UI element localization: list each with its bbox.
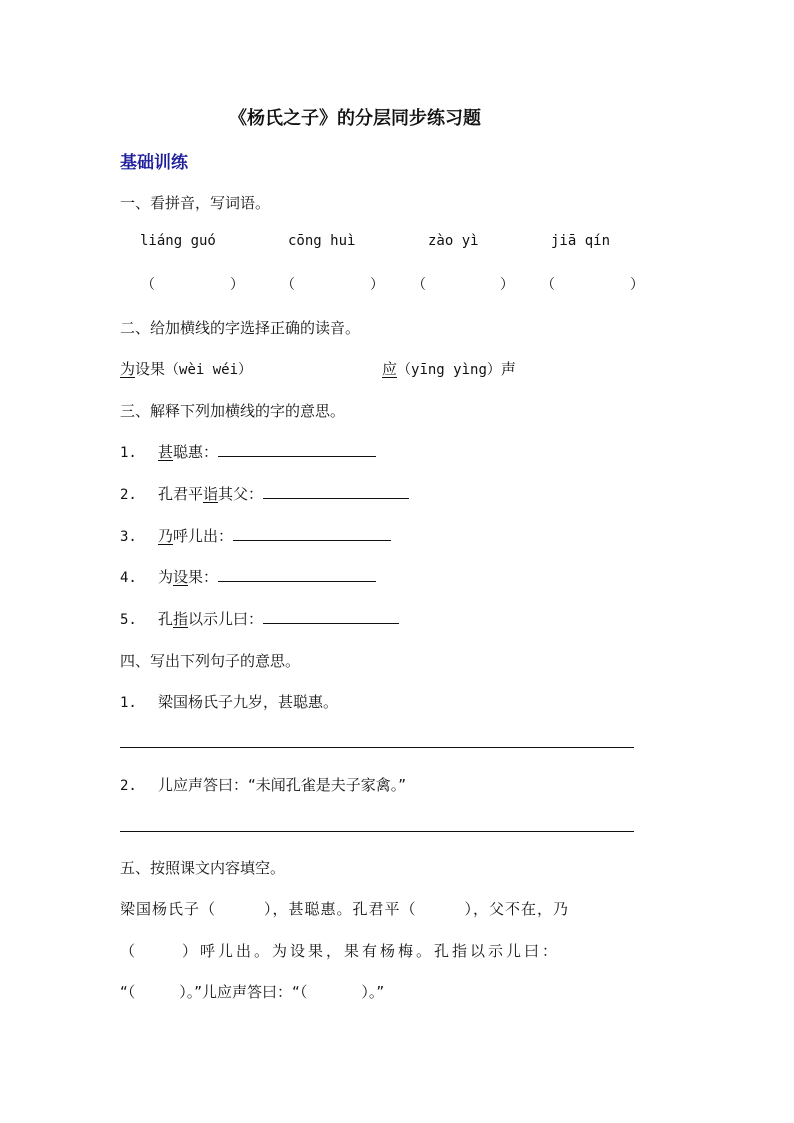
answer-paren-close-2: ） <box>370 277 384 293</box>
q3-heading: 三、解释下列加横线的字的意思。 <box>120 402 346 420</box>
q5-line-3: “（ ）。”儿应声答曰：“（ ）。” <box>120 983 385 1001</box>
answer-paren-close-4: ） <box>630 277 644 293</box>
answer-blank[interactable] <box>263 608 399 624</box>
answer-paren-open-2: （ <box>281 277 295 293</box>
page-title: 《杨氏之子》的分层同步练习题 <box>229 108 481 129</box>
q2-item-1-target: 为 <box>120 360 136 378</box>
section-heading: 基础训练 <box>120 153 188 173</box>
q1-heading: 一、看拼音，写词语。 <box>120 194 271 212</box>
pinyin-3: zào yì <box>428 233 479 249</box>
answer-paren-open-4: （ <box>541 277 555 293</box>
answer-paren-close-1: ） <box>230 277 244 293</box>
q2-item-2-target: 应 <box>382 360 398 378</box>
q3-item-3: 3. 乃呼儿出： <box>120 525 391 546</box>
answer-line[interactable] <box>120 747 634 748</box>
q4-heading: 四、写出下列句子的意思。 <box>120 652 301 670</box>
q2-heading: 二、给加横线的字选择正确的读音。 <box>120 319 361 337</box>
q3-item-1: 1. 甚聪惠： <box>120 441 376 462</box>
answer-line[interactable] <box>120 831 634 832</box>
pinyin-2: cōng huì <box>288 233 356 249</box>
q3-item-2-target: 诣 <box>203 485 219 503</box>
q4-item-2: 2. 儿应声答曰：“未闻孔雀是夫子家禽。” <box>120 776 407 794</box>
answer-blank[interactable] <box>233 525 391 541</box>
pinyin-4: jiā qín <box>551 233 611 249</box>
answer-paren-open-1: （ <box>141 277 155 293</box>
q5-line-2: （ ）呼儿出。为设果，果有杨梅。孔指以示儿曰： <box>120 942 561 960</box>
q4-item-1: 1. 梁国杨氏子九岁，甚聪惠。 <box>120 693 339 711</box>
q3-item-5-target: 指 <box>173 610 189 628</box>
q3-item-2: 2. 孔君平诣其父： <box>120 483 409 504</box>
q2-item-2: 应（yīng yìng）声 <box>382 360 516 378</box>
q2-item-1: 为设果（wèi wéi） <box>120 360 253 378</box>
q3-item-4-target: 设 <box>173 568 189 586</box>
q3-item-3-target: 乃 <box>158 527 174 545</box>
answer-paren-open-3: （ <box>412 277 426 293</box>
q3-item-1-target: 甚 <box>158 443 174 461</box>
q3-item-5: 5. 孔指以示儿曰： <box>120 608 399 629</box>
answer-paren-close-3: ） <box>500 277 514 293</box>
pinyin-1: liáng guó <box>140 233 216 249</box>
answer-blank[interactable] <box>218 441 376 457</box>
q5-heading: 五、按照课文内容填空。 <box>120 859 286 877</box>
q5-line-1: 梁国杨氏子（ ），甚聪惠。孔君平（ ），父不在，乃 <box>120 900 570 918</box>
q3-item-4: 4. 为设果： <box>120 566 376 587</box>
answer-blank[interactable] <box>263 483 409 499</box>
answer-blank[interactable] <box>218 566 376 582</box>
